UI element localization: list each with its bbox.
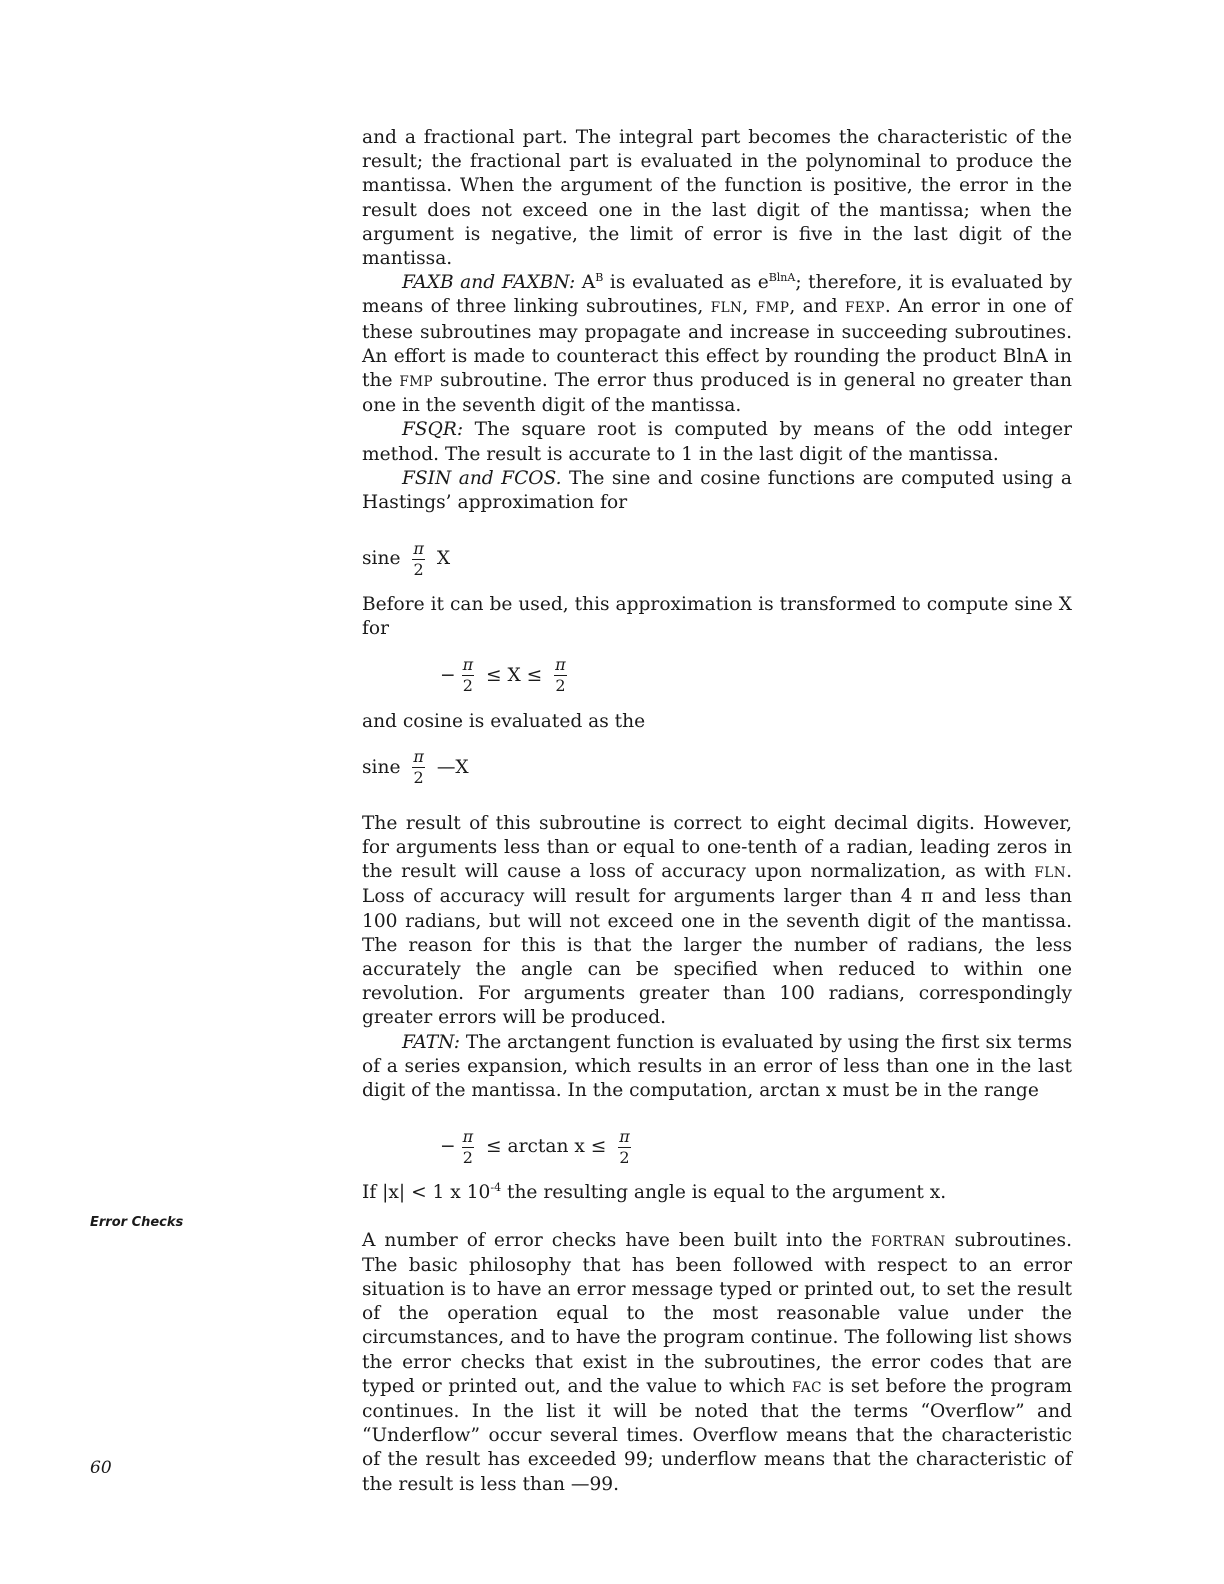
paragraph-fsqr: FSQR: The square root is computed by means of the odd integer method. The result is accurate to 1 in the last digit of the mantissa. [362, 419, 1072, 465]
paragraph-if-x: If |x| < 1 x $10^{-4}$ the resulting angle is equal to the argument x. [362, 1181, 947, 1204]
equation-sine-pi-over-2-minus-x: sine $\frac{\pi}{2}$ —X [362, 747, 469, 788]
fraction: $\frac{\pi}{2}$ [462, 655, 474, 696]
paragraph-exponential: and a fractional part. The integral part becomes the characteristic of the result; the fractional part is evaluated in the polynominal to produce the mantissa. When the argument of the function is positive, the error in the result does not exceed one in the last digit of the mantissa; when the argument is negative, the limit of error is five in the last digit of the mantissa. [362, 127, 1072, 270]
fraction: $\frac{\pi}{2}$ [619, 1126, 630, 1167]
paragraph-before: Before it can be used, this approximation is transformed to compute sine X for [362, 594, 1072, 640]
fraction: $\frac{\pi}{2}$ [413, 538, 424, 579]
equation-arctan-range: − $\frac{\pi}{2}$ ≤ arctan x ≤ $\frac{\pi}{2}$ [440, 1126, 630, 1167]
paragraph-fatn: FATN: The arctangent function is evaluated by using the first six terms of a series expansion, which results in an error of less than one in the last digit of the mantissa. In the computation, arctan x must be in the range [362, 1031, 1072, 1102]
faxb-lead: FAXB and FAXBN: [402, 272, 576, 294]
section-heading-error-checks: Error Checks [90, 1215, 184, 1230]
fsin-lead: FSIN and FCOS. [402, 467, 562, 489]
paragraph-cosine: and cosine is evaluated as the [362, 710, 646, 732]
fraction: $\frac{\pi}{2}$ [462, 1126, 474, 1167]
fatn-lead: FATN: [402, 1031, 460, 1053]
paragraph-error-checks: A number of error checks have been built into the FORTRAN subroutines. The basic philosophy that has been followed with respect to an error situation is to have an error message typed or printed out, to set the result of the operation equal to the most reasonable value under the circumstances, and to have the program continue. The following list shows the error checks that exist in the subroutines, the error codes that are typed or printed out, and the value to which FAC is set before the program continues. In the list it will be noted that the terms “Overflow” and “Underflow” occur several times. Overflow means that the characteristic of the result has exceeded 99; underflow means that the characteristic of the result is less than —99. [362, 1229, 1072, 1495]
fsqr-lead: FSQR: [402, 419, 464, 441]
page-number: 60 [90, 1458, 112, 1478]
paragraph-result: The result of this subroutine is correct to eight decimal digits. However, for arguments less than or equal to one-tenth of a radian, leading zeros in the result will cause a loss of accuracy upon normalization, as with FLN. Loss of accuracy will result for arguments larger than 4 π and less than 100 radians, but will not exceed one in the seventh digit of the mantissa. The reason for this is that the larger the number of radians, the less accurately the angle can be specified when reduced to within one revolution. For arguments greater than 100 radians, correspondingly greater errors will be produced. [362, 812, 1072, 1029]
equation-sine-pi-over-2-x: sine $\frac{\pi}{2}$ X [362, 538, 451, 579]
fraction: $\frac{\pi}{2}$ [413, 747, 424, 788]
equation-sine-range: − $\frac{\pi}{2}$ ≤ X ≤ $\frac{\pi}{2}$ [440, 655, 566, 696]
paragraph-faxb: FAXB and FAXBN: $A^B$ is evaluated as $e^{BlnA}$; therefore, it is evaluated by means of three linking subroutines, FLN, FMP, and FEXP. An error in one of these subroutines may propagate and increase in succeeding subroutines. An effort is made to counteract this effect by rounding the product BlnA in the FMP subroutine. The error thus produced is in general no greater than one in the seventh digit of the mantissa. [362, 271, 1072, 417]
body-column [362, 126, 1072, 1497]
paragraph-fsin: FSIN and FCOS. The sine and cosine functions are computed using a Hastings’ approximation for [362, 467, 1072, 514]
fraction: $\frac{\pi}{2}$ [555, 655, 566, 696]
